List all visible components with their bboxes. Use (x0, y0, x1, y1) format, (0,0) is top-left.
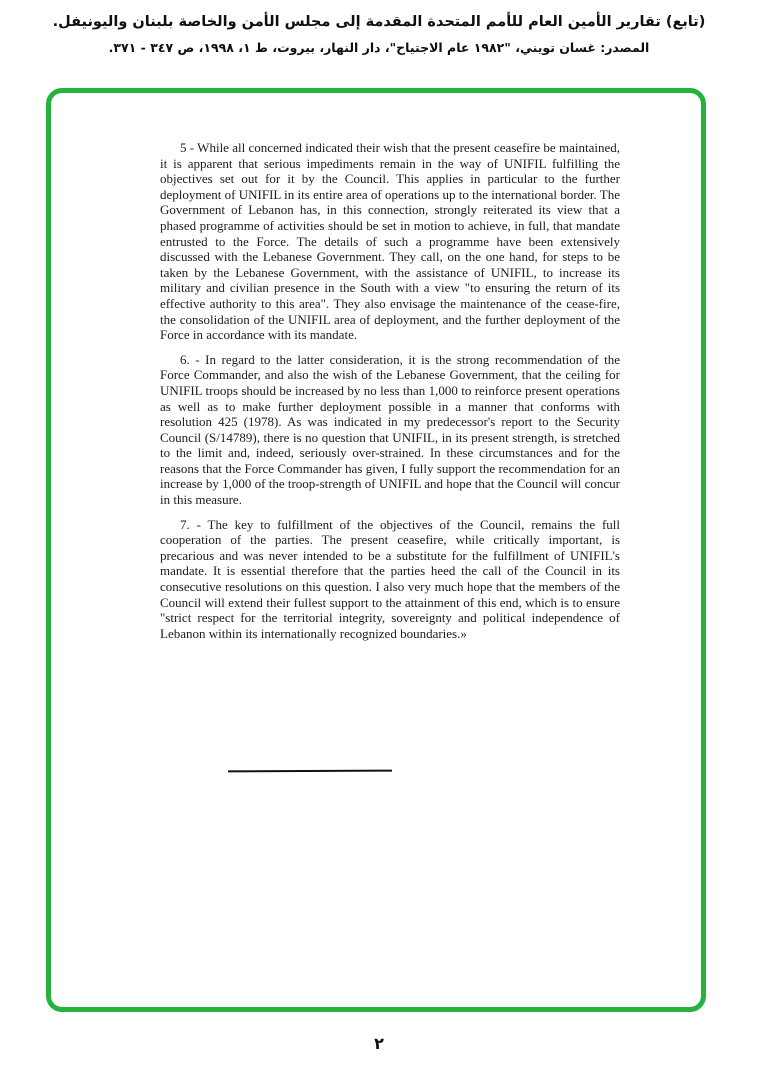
arabic-header (0, 14, 758, 55)
document-body (160, 140, 620, 650)
paragraph-7: 7. - The key to fulfillment of the objectives of the Council, remains the full cooperation of the parties. The present ceasefire, while critically important, is precarious and was never intended to be a substitute for the fulfillment of UNIFIL's mandate. It is essential therefore that the parties heed the call of the Council in its consecutive resolutions on this question. I also very much hope that the members of the Council will extend their fullest support to the attainment of this end, which is to ensure "strict respect for the territorial integrity, sovereignty and political independence of Lebanon within its internationally recognized boundaries.» (160, 516, 620, 641)
document-frame (46, 88, 706, 1012)
header-title: (تابع) تقارير الأمين العام للأمم المتحدة المقدمة إلى مجلس الأمن والخاصة بلبنان واليونيفل. (52, 14, 706, 30)
page-number: ٢ (374, 1034, 384, 1053)
paragraph-5: 5 - While all concerned indicated their wish that the present ceasefire be maintained, it is apparent that serious impediments remain in the way of UNIFIL fulfilling the objectives set out for it by the Council. This applies in particular to the further deployment of UNIFIL in its entire area of operations up to the international border. The Government of Lebanon has, in this connection, strongly reiterated its view that a phased programme of activities should be set in motion to achieve, in full, that mandate entrusted to the Force. The details of such a programme have been extensively discussed with the Lebanese Government. They call, on the one hand, for steps to be taken by the Lebanese Government, with the assistance of UNIFIL, to increase its military and civilian presence in the South with a view "to ensuring the return of its effective authority to this area". They also envisage the maintenance of the cease-fire, the consolidation of the UNIFIL area of deployment, and the further deployment of the Force in accordance with its mandate. (160, 140, 620, 343)
horizontal-rule (228, 770, 392, 773)
header-source: المصدر: غسان تويني، "١٩٨٢ عام الاجتياح"، دار النهار، بيروت، ط ١، ١٩٩٨، ص ٣٤٧ - ٣٧١. (108, 40, 650, 55)
paragraph-6: 6. - In regard to the latter consideration, it is the strong recommendation of the Force Commander, and also the wish of the Lebanese Government, that the ceiling for UNIFIL troops should be increased by no less than 1,000 to reinforce present operations as well as to make further deployment possible in a manner that conforms with resolution 425 (1978). As was indicated in my predecessor's report to the Security Council (S/14789), there is no question that UNIFIL, in its present strength, is stretched to the limit and, indeed, seriously over-strained. In these circumstances and for the reasons that the Force Commander has given, I fully support the recommendation for an increase by 1,000 of the troop-strength of UNIFIL and hope that the Council will concur in this measure. (160, 351, 620, 508)
